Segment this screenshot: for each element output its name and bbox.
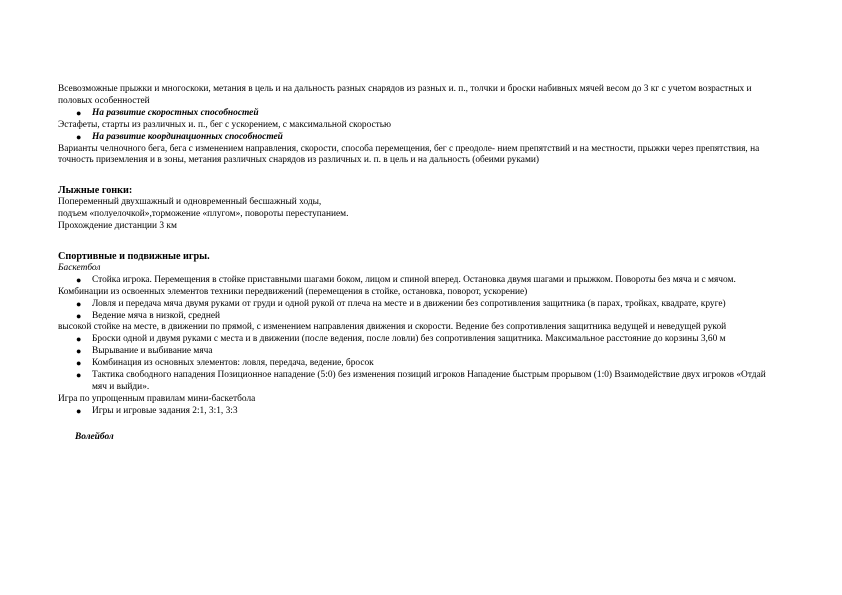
document-page	[58, 84, 770, 444]
paragraph-mini-basketball: Игра по упрощенным правилам мини-баскетбола	[58, 393, 256, 404]
ski-line: Прохождение дистанции 3 км	[58, 221, 177, 232]
paragraph-shuttle-run: Варианты челночного бега, бега с изменением направления, скорости, способа перемещения, бег с преодоле- нием препятствий и на местности, прыжки через препятствия, на точность приземления и в зоны, метания различных снарядов из различных и. п. в цель и на дальность (обеими руками)	[58, 143, 760, 166]
ski-line: подъем «полуелочкой»,торможение «плугом», повороты переступанием.	[58, 209, 349, 220]
list-item-text: Броски одной и двумя руками с места и в движении (после ведения, после ловли) без сопротивления защитника. Максимальное расстояние до корзины 3,60 м	[92, 334, 726, 345]
bullet-icon: ●	[76, 370, 82, 381]
list-item	[58, 358, 770, 370]
bullet-icon: ●	[76, 131, 82, 142]
bullet-icon: ●	[76, 274, 82, 285]
paragraph-jumps-throws: Всевозможные прыжки и многоскоки, метания в цель и на дальность разных снарядов из разных и. п., толчки и броски набивных мячей весом до 3 кг с учетом возрастных и половых особенностей	[58, 84, 752, 106]
bullet-icon: ●	[76, 405, 82, 416]
ski-line: Попеременный двухшажный и одновременный бесшажный ходы,	[58, 197, 322, 208]
bullet-icon: ●	[76, 358, 82, 369]
label-volleyball: Волейбол	[75, 431, 114, 442]
paragraph-relays: Эстафеты, старты из различных и. п., бег с ускорением, с максимальной скоростью	[58, 119, 392, 130]
label-basketball: Баскетбол	[58, 262, 101, 273]
paragraph-dribbling: высокой стойке на месте, в движении по прямой, с изменением направления движения и скорости. Ведение без сопротивления защитника ведущей и неведущей рукой	[58, 322, 727, 333]
list-item	[58, 334, 770, 346]
list-item-text: Комбинация из основных элементов: ловля, передача, ведение, бросок	[92, 358, 374, 369]
list-item	[58, 108, 770, 120]
list-item	[58, 311, 770, 323]
heading-ski: Лыжные гонки:	[58, 185, 133, 197]
bullet-icon: ●	[76, 346, 82, 357]
list-item	[58, 346, 770, 358]
list-item	[58, 275, 770, 287]
list-item-text: Ведение мяча в низкой, средней	[92, 310, 221, 321]
bullet-icon: ●	[76, 107, 82, 118]
list-item-text: Стойка игрока. Перемещения в стойке приставными шагами боком, лицом и спиной вперед. Остановка двумя шагами и прыжком. Повороты без мяча и с мячом.	[92, 274, 736, 285]
list-item-text: Ловля и передача мяча двумя руками от груди и одной рукой от плеча на месте и в движении без сопротивления защитника (в парах, тройках, квадрате, круге)	[92, 298, 726, 309]
bullet-icon: ●	[76, 334, 82, 345]
subheading-speed: На развитие скоростных способностей	[92, 107, 259, 118]
list-item	[58, 406, 770, 418]
list-item	[58, 370, 770, 394]
list-item	[58, 299, 770, 311]
bullet-icon: ●	[76, 310, 82, 321]
heading-sport-games: Спортивные и подвижные игры.	[58, 250, 210, 262]
paragraph-combinations: Комбинации из освоенных элементов техники передвижений (перемещения в стойке, остановка, поворот, ускорение)	[58, 286, 528, 297]
list-item	[58, 132, 770, 144]
list-item-text: Тактика свободного нападения Позиционное нападение (5:0) без изменения позиций игроков Нападение быстрым прорывом (1:0) Взаимодействие двух игроков «Отдай мяч и выйди».	[92, 370, 766, 392]
list-item-text: Вырывание и выбивание мяча	[92, 346, 213, 357]
bullet-icon: ●	[76, 298, 82, 309]
list-item-text: Игры и игровые задания 2:1, 3:1, 3:3	[92, 405, 238, 416]
subheading-coordination: На развитие координационных способностей	[92, 131, 283, 142]
